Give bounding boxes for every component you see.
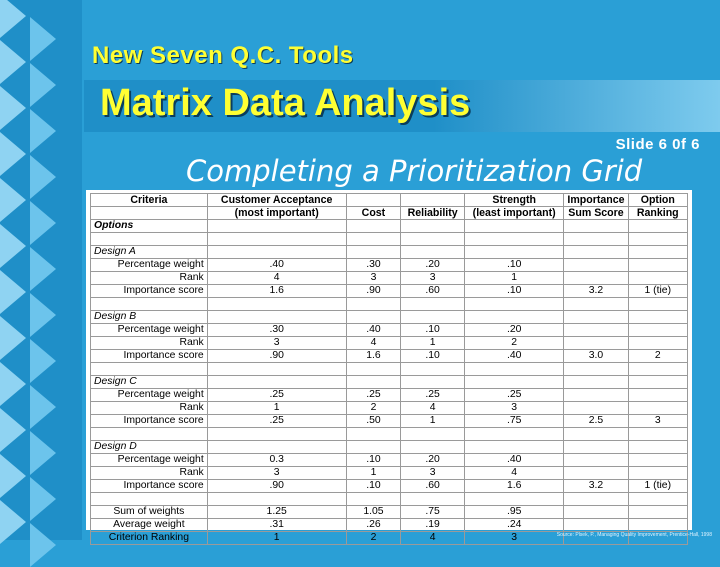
grid-cell: .40 (464, 350, 563, 363)
grid-cell: 3 (207, 467, 346, 480)
grid-cell (564, 519, 628, 532)
column-header: Customer Acceptance (207, 194, 346, 207)
grid-cell (401, 376, 465, 389)
design-data-row (91, 480, 688, 493)
grid-cell (628, 519, 687, 532)
grid-cell: 3 (628, 415, 687, 428)
chevron-icon (0, 270, 26, 314)
grid-cell: 2 (346, 402, 401, 415)
grid-cell: 2 (464, 337, 563, 350)
grid-cell (346, 246, 401, 259)
design-data-row (91, 454, 688, 467)
grid-cell (564, 402, 628, 415)
row-label: Average weight (91, 519, 208, 532)
chevron-icon (30, 385, 56, 429)
grid-cell (628, 376, 687, 389)
grid-cell (207, 376, 346, 389)
grid-cell (464, 220, 563, 233)
grid-cell (564, 311, 628, 324)
grid-cell (207, 220, 346, 233)
grid-cell (464, 376, 563, 389)
grid-cell (628, 506, 687, 519)
row-label: Criterion Ranking (91, 532, 208, 545)
grid-cell: .40 (346, 324, 401, 337)
grid-cell: 1 (464, 272, 563, 285)
chevron-icon (30, 339, 56, 383)
chevron-icon (0, 178, 26, 222)
grid-cell: 0.3 (207, 454, 346, 467)
chevron-icon (30, 155, 56, 199)
grid-cell: .20 (401, 454, 465, 467)
grid-cell (628, 428, 687, 441)
column-header (401, 194, 465, 207)
grid-cell: 1.05 (346, 506, 401, 519)
grid-cell: 1.6 (464, 480, 563, 493)
grid-cell (564, 363, 628, 376)
row-label: Rank (91, 402, 208, 415)
grid-cell (628, 363, 687, 376)
grid-cell (401, 311, 465, 324)
grid-cell (401, 441, 465, 454)
prioritization-grid (90, 193, 688, 545)
design-data-row (91, 259, 688, 272)
spacer-row (91, 493, 688, 506)
chevron-icon (0, 362, 26, 406)
grid-cell (346, 220, 401, 233)
slide-title: Matrix Data Analysis (100, 82, 471, 124)
grid-cell (91, 298, 208, 311)
design-name-row (91, 441, 688, 454)
grid-title: Completing a Prioritization Grid (186, 154, 643, 188)
column-header: Option (628, 194, 687, 207)
column-header: Cost (346, 207, 401, 220)
grid-cell: 1 (tie) (628, 285, 687, 298)
grid-cell (564, 467, 628, 480)
grid-cell (207, 441, 346, 454)
grid-cell: 2 (628, 350, 687, 363)
design-name: Design B (91, 311, 208, 324)
grid-cell (207, 363, 346, 376)
grid-cell: .90 (207, 350, 346, 363)
grid-cell: .10 (346, 480, 401, 493)
grid-cell (564, 376, 628, 389)
grid-cell: 1 (207, 402, 346, 415)
grid-cell: .10 (401, 350, 465, 363)
grid-cell (564, 324, 628, 337)
grid-cell: 2.5 (564, 415, 628, 428)
grid-cell: .10 (464, 285, 563, 298)
grid-cell: .40 (207, 259, 346, 272)
grid-cell (346, 428, 401, 441)
chevron-icon (0, 132, 26, 176)
grid-cell (401, 246, 465, 259)
design-data-row (91, 402, 688, 415)
grid-cell: .31 (207, 519, 346, 532)
chevron-icon (0, 0, 26, 38)
grid-cell (464, 493, 563, 506)
design-name-row (91, 311, 688, 324)
grid-cell (628, 220, 687, 233)
grid-cell: .95 (464, 506, 563, 519)
grid-cell (464, 363, 563, 376)
grid-cell: 3.2 (564, 285, 628, 298)
grid-cell: 3 (207, 337, 346, 350)
grid-cell (464, 233, 563, 246)
chevron-icon (30, 109, 56, 153)
grid-cell (564, 272, 628, 285)
grid-cell: .25 (401, 389, 465, 402)
grid-cell (207, 493, 346, 506)
grid-cell (628, 402, 687, 415)
row-label: Importance score (91, 480, 208, 493)
row-label: Percentage weight (91, 259, 208, 272)
grid-cell (401, 493, 465, 506)
row-label: Percentage weight (91, 324, 208, 337)
design-data-row (91, 415, 688, 428)
grid-cell: .60 (401, 480, 465, 493)
grid-cell: 2 (346, 532, 401, 545)
grid-cell (628, 324, 687, 337)
grid-cell: .90 (207, 480, 346, 493)
row-label: Rank (91, 337, 208, 350)
grid-cell (401, 428, 465, 441)
grid-cell (401, 233, 465, 246)
column-header: Ranking (628, 207, 687, 220)
grid-cell: .60 (401, 285, 465, 298)
source-credit: Source: Plsek, P., Managing Quality Improvement, Prentice-Hall, 1998 (556, 532, 712, 538)
grid-cell (564, 493, 628, 506)
design-data-row (91, 272, 688, 285)
grid-cell (207, 311, 346, 324)
chevron-icon (30, 247, 56, 291)
grid-cell (207, 298, 346, 311)
grid-cell (628, 337, 687, 350)
design-name: Design A (91, 246, 208, 259)
grid-cell: 3.2 (564, 480, 628, 493)
grid-cell (628, 259, 687, 272)
grid-cell (628, 454, 687, 467)
grid-cell: 4 (346, 337, 401, 350)
grid-cell (401, 298, 465, 311)
grid-cell: 4 (207, 272, 346, 285)
grid-cell: .10 (346, 454, 401, 467)
column-header: Criteria (91, 194, 208, 207)
grid-cell (346, 233, 401, 246)
grid-cell (564, 428, 628, 441)
header-row (91, 194, 688, 207)
design-name: Design C (91, 376, 208, 389)
grid-cell: .25 (346, 389, 401, 402)
grid-cell (91, 233, 208, 246)
row-label: Sum of weights (91, 506, 208, 519)
row-label: Importance score (91, 285, 208, 298)
row-label: Percentage weight (91, 454, 208, 467)
options-row (91, 220, 688, 233)
grid-cell (346, 493, 401, 506)
row-label: Rank (91, 272, 208, 285)
chevron-icon (0, 86, 26, 130)
grid-cell: .25 (207, 389, 346, 402)
grid-cell (628, 389, 687, 402)
column-header: Importance (564, 194, 628, 207)
grid-cell (346, 298, 401, 311)
grid-cell (564, 454, 628, 467)
summary-row (91, 519, 688, 532)
grid-cell (91, 363, 208, 376)
grid-cell: .90 (346, 285, 401, 298)
design-data-row (91, 324, 688, 337)
header-row (91, 207, 688, 220)
grid-cell (564, 298, 628, 311)
summary-row (91, 506, 688, 519)
grid-cell: .19 (401, 519, 465, 532)
grid-cell: .75 (401, 506, 465, 519)
grid-cell: .50 (346, 415, 401, 428)
column-header (91, 207, 208, 220)
grid-cell (346, 376, 401, 389)
grid-cell (628, 441, 687, 454)
grid-cell (564, 337, 628, 350)
grid-cell: 4 (401, 402, 465, 415)
grid-cell (401, 220, 465, 233)
grid-cell: .20 (464, 324, 563, 337)
grid-cell (628, 467, 687, 480)
grid-cell (564, 389, 628, 402)
chevron-icon (0, 224, 26, 268)
grid-cell: 3.0 (564, 350, 628, 363)
design-data-row (91, 285, 688, 298)
slide-number: Slide 6 0f 6 (615, 136, 700, 153)
spacer-row (91, 233, 688, 246)
grid-cell (464, 441, 563, 454)
grid-cell (464, 246, 563, 259)
grid-cell: .25 (464, 389, 563, 402)
grid-cell: .30 (207, 324, 346, 337)
spacer-row (91, 298, 688, 311)
grid-cell (628, 311, 687, 324)
options-label: Options (91, 220, 208, 233)
grid-cell (401, 363, 465, 376)
grid-cell: .75 (464, 415, 563, 428)
column-header: Reliability (401, 207, 465, 220)
grid-cell (564, 259, 628, 272)
grid-cell (207, 246, 346, 259)
grid-cell: 3 (401, 272, 465, 285)
column-header: (least important) (464, 207, 563, 220)
chevron-icon (30, 523, 56, 567)
grid-cell (564, 233, 628, 246)
grid-cell: .40 (464, 454, 563, 467)
chevron-icon (0, 316, 26, 360)
grid-cell: 1 (207, 532, 346, 545)
grid-cell (628, 298, 687, 311)
chevron-icon (30, 17, 56, 61)
grid-cell: .30 (346, 259, 401, 272)
design-name-row (91, 246, 688, 259)
grid-cell: 4 (401, 532, 465, 545)
spacer-row (91, 428, 688, 441)
chevron-icon (30, 293, 56, 337)
grid-cell (464, 311, 563, 324)
grid-cell: .25 (207, 415, 346, 428)
grid-cell (207, 428, 346, 441)
grid-cell: 3 (401, 467, 465, 480)
grid-cell (564, 220, 628, 233)
grid-cell: 1 (401, 415, 465, 428)
grid-cell: .20 (401, 259, 465, 272)
grid-cell: 1 (401, 337, 465, 350)
design-data-row (91, 389, 688, 402)
row-label: Importance score (91, 415, 208, 428)
slide-subtitle: New Seven Q.C. Tools (92, 42, 354, 69)
grid-cell (346, 441, 401, 454)
column-header (346, 194, 401, 207)
grid-cell (346, 311, 401, 324)
grid-cell: 3 (346, 272, 401, 285)
column-header: Sum Score (564, 207, 628, 220)
grid-cell (628, 272, 687, 285)
grid-cell: .26 (346, 519, 401, 532)
grid-cell (91, 428, 208, 441)
chevron-icon (30, 431, 56, 475)
grid-cell (91, 493, 208, 506)
grid-cell (564, 506, 628, 519)
column-header: (most important) (207, 207, 346, 220)
row-label: Percentage weight (91, 389, 208, 402)
chevron-icon (0, 500, 26, 544)
chevron-icon (0, 40, 26, 84)
chevron-icon (0, 454, 26, 498)
design-name: Design D (91, 441, 208, 454)
grid-cell (464, 298, 563, 311)
grid-cell (564, 441, 628, 454)
grid-cell: .24 (464, 519, 563, 532)
chevron-icon (30, 477, 56, 521)
row-label: Importance score (91, 350, 208, 363)
spacer-row (91, 363, 688, 376)
grid-cell: 1 (346, 467, 401, 480)
grid-cell (346, 363, 401, 376)
grid-cell: 1 (tie) (628, 480, 687, 493)
grid-cell: 1.25 (207, 506, 346, 519)
grid-cell (564, 246, 628, 259)
grid-cell (207, 233, 346, 246)
row-label: Rank (91, 467, 208, 480)
column-header: Strength (464, 194, 563, 207)
design-data-row (91, 350, 688, 363)
grid-cell (464, 428, 563, 441)
design-name-row (91, 376, 688, 389)
grid-cell: 1.6 (346, 350, 401, 363)
chevron-icon (30, 201, 56, 245)
design-data-row (91, 337, 688, 350)
grid-cell (628, 233, 687, 246)
design-data-row (91, 467, 688, 480)
grid-cell: 1.6 (207, 285, 346, 298)
grid-cell: .10 (401, 324, 465, 337)
chevron-icon (30, 63, 56, 107)
grid-cell (628, 246, 687, 259)
grid-cell: 3 (464, 402, 563, 415)
grid-cell: 4 (464, 467, 563, 480)
grid-cell: .10 (464, 259, 563, 272)
grid-cell: 3 (464, 532, 563, 545)
grid-cell (628, 493, 687, 506)
chevron-icon (0, 408, 26, 452)
